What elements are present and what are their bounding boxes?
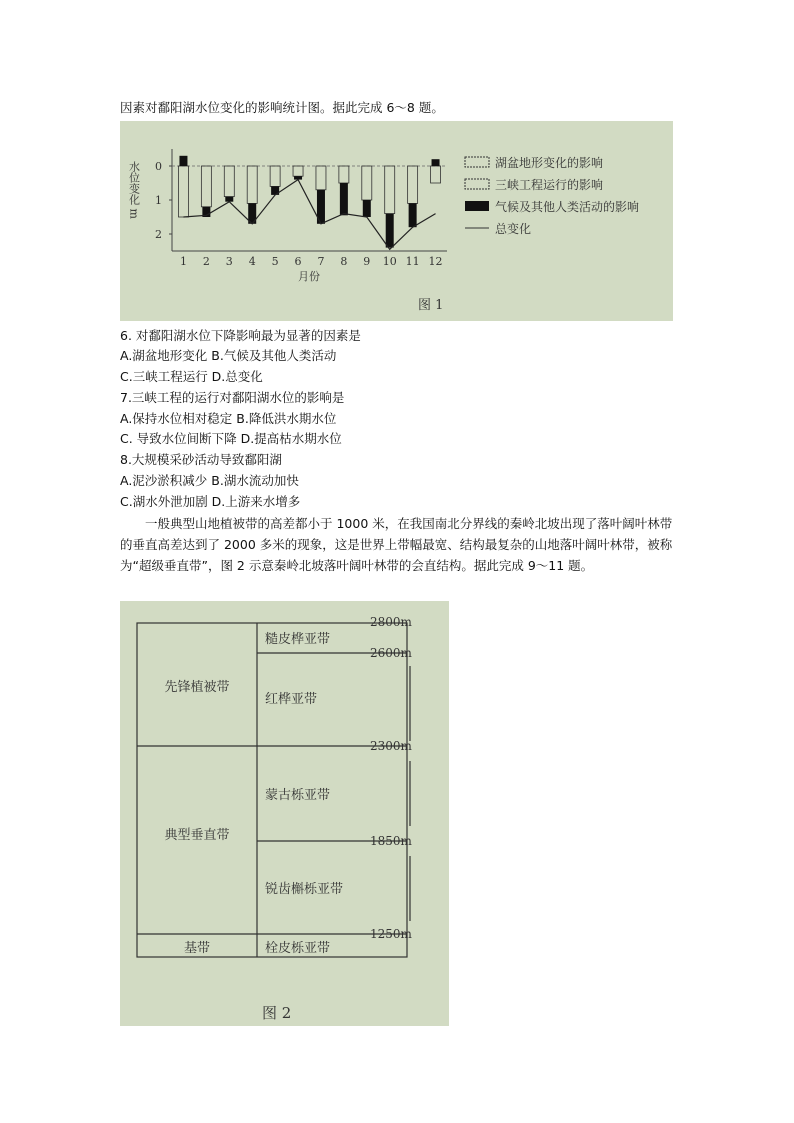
question-8-options-1: A.泥沙淤积减少 B.湖水流动加快 [120,473,299,488]
legend-label-three-gorges: 三峡工程运行的影响 [495,178,604,192]
bar-basin [247,166,257,203]
x-tick-label: 9 [363,255,371,268]
question-7-stem: 7.三峡工程的运行对鄱阳湖水位的影响是 [120,390,345,405]
water-level-chart [120,121,673,321]
bar-climate [363,200,371,217]
x-tick-label: 7 [317,255,325,268]
x-tick-label: 6 [294,255,302,268]
question-6-options-2: C.三峡工程运行 D.总变化 [120,369,263,384]
subzone-label-1: 糙皮桦亚带 [265,632,331,647]
bar-basin [178,166,188,217]
y-axis-label: 水位变化 m [127,161,141,219]
question-8-options-2: C.湖水外泄加剧 D.上游来水增多 [120,494,301,509]
elevation-label-1250: 1250m [370,927,412,941]
bar-climate [409,203,417,227]
subzone-label-3: 蒙古栎亚带 [265,788,331,803]
bar-basin [431,166,441,183]
subzone-label-2: 红桦亚带 [265,692,318,707]
legend-swatch-basin [465,157,489,167]
figure-1-caption: 图 1 [418,298,444,313]
elevation-label-2600: 2600m [370,646,412,660]
bar-basin [201,166,211,207]
x-tick-label: 12 [428,255,443,268]
subzone-label-4: 锐齿槲栎亚带 [265,882,344,897]
legend-swatch-three-gorges [465,179,489,189]
bar-basin [270,166,280,186]
bar-basin [362,166,372,200]
bar-climate [340,183,348,215]
y-tick-label: 1 [155,194,162,207]
x-tick-label: 5 [271,255,279,268]
bar-climate [179,156,187,166]
y-tick-label: 2 [155,228,162,241]
bar-basin [224,166,234,197]
question-8-stem: 8.大规模采砂活动导致鄱阳湖 [120,452,282,467]
elevation-label-2300: 2300m [370,739,412,753]
figure-2 [120,601,449,1026]
x-tick-label: 8 [340,255,348,268]
question-7-options-1: A.保持水位相对稳定 B.降低洪水期水位 [120,411,337,426]
x-tick-label: 4 [248,255,256,268]
x-axis-label: 月份 [298,270,320,283]
zone-label-base: 基带 [183,941,211,956]
legend-label-total: 总变化 [495,222,532,236]
elevation-label-2800: 2800m [370,615,412,629]
x-tick-label: 3 [225,255,233,268]
bar-climate [386,214,394,248]
bar-climate [432,159,440,166]
bar-basin [339,166,349,183]
legend-swatch-climate [465,201,489,211]
legend-label-climate: 气候及其他人类活动的影响 [495,200,640,214]
bar-basin [316,166,326,190]
x-tick-label: 1 [179,255,187,268]
question-6-options-1: A.湖盆地形变化 B.气候及其他人类活动 [120,348,337,363]
y-tick-label: 0 [155,160,162,173]
legend-label-basin: 湖盆地形变化的影响 [495,156,604,170]
x-tick-label: 11 [405,255,420,268]
intro-text: 因素对鄱阳湖水位变化的影响统计图。据此完成 6～8 题。 [120,100,444,115]
question-6-stem: 6. 对鄱阳湖水位下降影响最为显著的因素是 [120,328,361,343]
figure-1 [120,121,673,321]
passage-paragraph: 一般典型山地植被带的高差都小于 1000 米，在我国南北分界线的秦岭北坡出现了落叶阔叶林带的垂直高差达到了 2000 多米的现象，这是世界上带幅最宽、结构最复杂的山地落叶阔叶林带，被称为“超级垂直带”，图 2 示意秦岭北坡落叶阔叶林带的会直结构。据此完成 9～11 题。 [120,516,673,573]
bar-basin [385,166,395,214]
line-total [183,180,435,250]
vegetation-zone-diagram [120,601,449,1026]
bar-basin [408,166,418,203]
x-tick-label: 2 [202,255,210,268]
question-7-options-2: C. 导致水位间断下降 D.提高枯水期水位 [120,431,342,446]
subzone-label-5: 栓皮栎亚带 [265,941,331,956]
bar-climate [225,197,233,202]
elevation-label-1850: 1850m [370,834,412,848]
x-tick-label: 10 [382,255,397,268]
zone-label-typical: 典型垂直带 [164,828,230,843]
figure-2-caption: 图 2 [262,1004,292,1022]
bar-basin [293,166,303,176]
zone-label-pioneer: 先锋植被带 [164,680,230,695]
